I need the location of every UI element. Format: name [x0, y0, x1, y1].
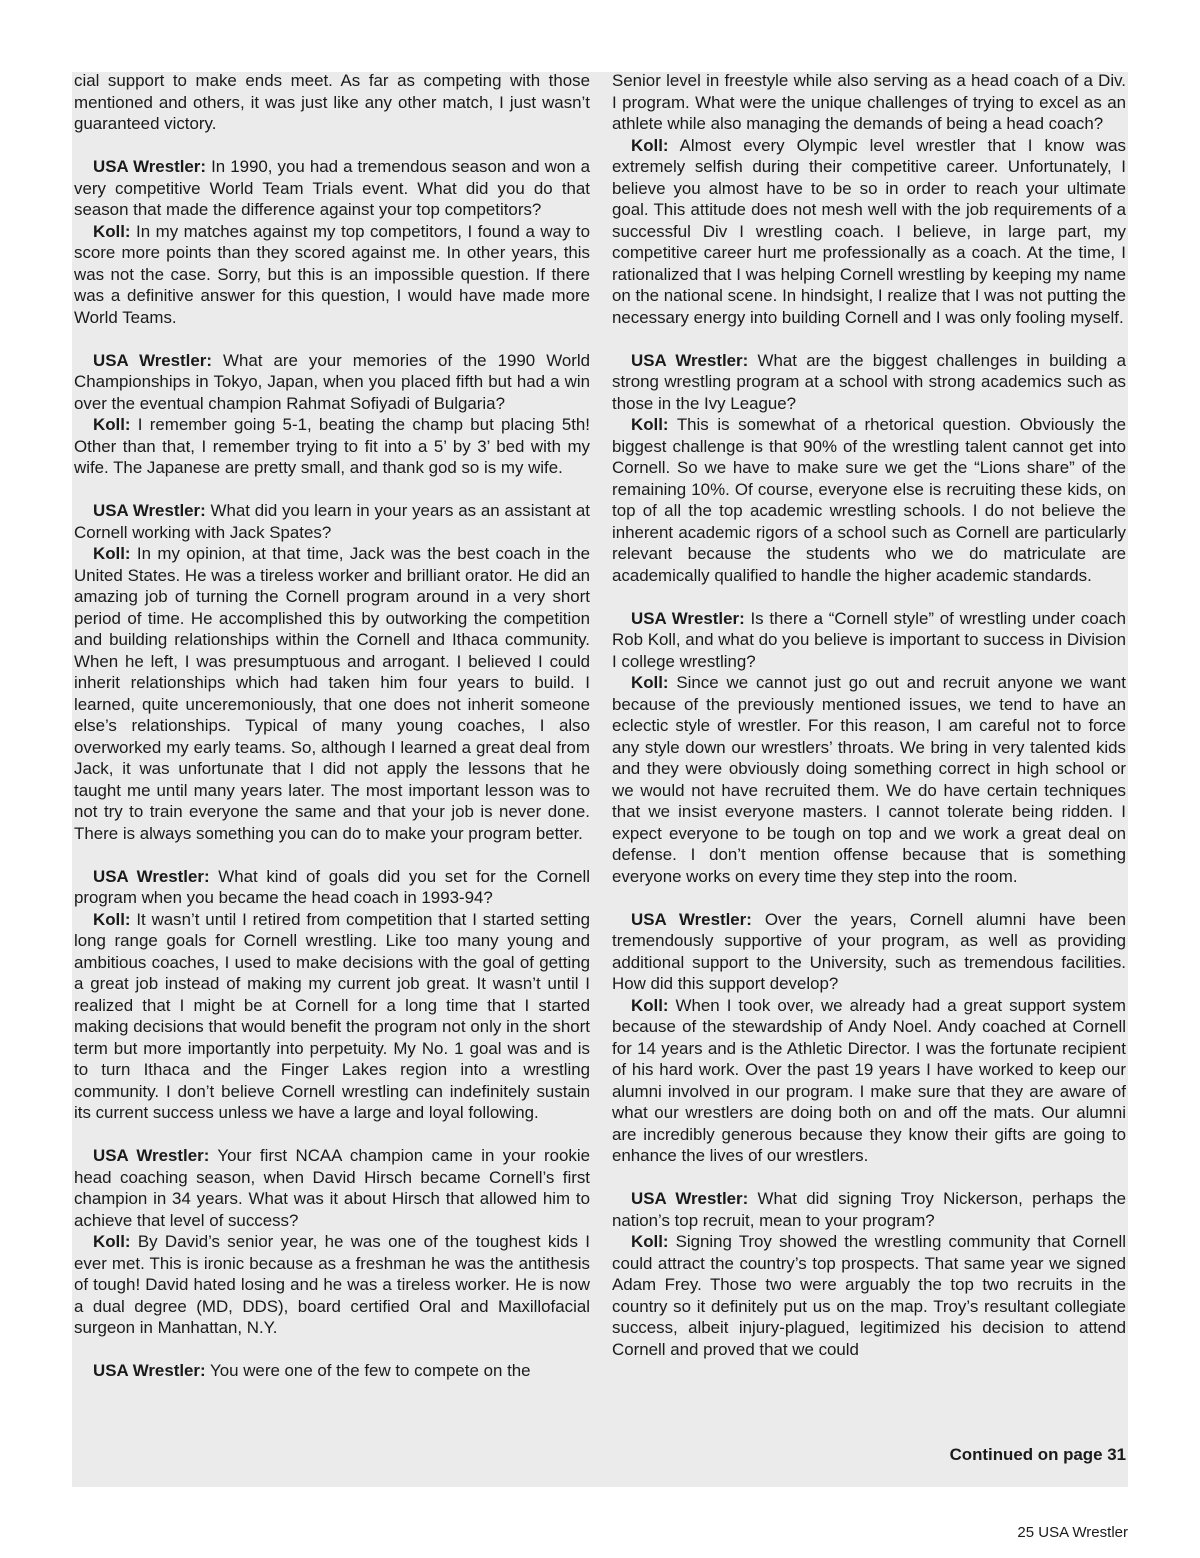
question-5: [74, 1145, 590, 1231]
interviewer-label: USA Wrestler:: [631, 350, 749, 370]
answer-3: [74, 543, 590, 844]
left-column: [74, 70, 590, 1382]
answer-7: [612, 414, 1126, 586]
interviewee-label: Koll:: [93, 221, 131, 241]
answer-text: By David’s senior year, he was one of the toughest kids I ever met. This is ironic because as a freshman he was the antithesis of tough! David hated losing and he was a tireless worker. He is now a dual degree (MD, DDS), board certified Oral and Maxillofacial surgeon in Manhattan, N.Y.: [74, 1232, 590, 1337]
answer-2: [74, 414, 590, 479]
answer-text: Almost every Olympic level wrestler that I know was extremely selfish during their competitive career. Unfortunately, I believe you almost have to be so in order to reach your ultimate goal. This attitude does not mesh well with the job requirements of a successful Div I wrestling coach. I believe, in large part, my competitive career hurt me professionally as a coach. At the time, I rationalized that I was helping Cornell wrestling by keeping my name on the national scene. In hindsight, I realize that I was not putting the necessary energy into building Cornell and I was only fooling myself.: [612, 135, 1126, 327]
question-text: What are the biggest challenges in building a strong wrestling program at a school with strong academics such as those in the Ivy League?: [612, 350, 1126, 413]
right-column: [612, 70, 1126, 1360]
question-8: [612, 608, 1126, 673]
question-6: [74, 1360, 590, 1382]
answer-text: In my matches against my top competitors, I found a way to score more points than they scored against me. In other years, this was not the case. Sorry, but this is an impossible question. If there was a definitive answer for this question, I would have made more World Teams.: [74, 221, 590, 327]
answer-6: [612, 135, 1126, 329]
answer-text: In my opinion, at that time, Jack was the best coach in the United States. He was a tireless worker and brilliant orator. He did an amazing job of turning the Cornell program around in a very short period of time. He accomplished this by outworking the competition and building relationships within the Cornell and Ithaca community. When he left, I was presumptuous and arrogant. I believed I could inherit relationships which had taken him four years to build. I learned, quite unceremoniously, that one does not inherit someone else’s relationships. Typical of many young coaches, I also overworked my early teams. So, although I learned a great deal from Jack, it was unfortunate that I did not apply the lessons that he taught me until many years later. The most important lesson was to not try to train everyone the same and that your job is never done. There is always something you can do to make your program better.: [74, 544, 590, 843]
answer-text: I remember going 5-1, beating the champ but placing 5th! Other than that, I remember trying to fit into a 5’ by 3’ bed with my wife. The Japanese are pretty small, and thank god so is my wife.: [74, 415, 590, 477]
answer-1: [74, 221, 590, 329]
interviewer-label: USA Wrestler:: [93, 1361, 206, 1380]
question-text: Your first NCAA champion came in your rookie head coaching season, when David Hirsch became Cornell’s first champion in 34 years. What was it about Hirsch that allowed him to achieve that level of success?: [74, 1146, 590, 1230]
intro-paragraph: cial support to make ends meet. As far as competing with those mentioned and others, it was just like any other match, I just wasn’t guaranteed victory.: [74, 71, 590, 133]
question-text: What did signing Troy Nickerson, perhaps the nation’s top recruit, mean to your program?: [612, 1189, 1126, 1230]
interviewee-label: Koll:: [93, 1232, 131, 1251]
question-3: [74, 500, 590, 543]
page-footer: 25 USA Wrestler: [1017, 1524, 1128, 1541]
interviewer-label: USA Wrestler:: [631, 1189, 749, 1208]
question-9: [612, 909, 1126, 995]
question-text: You were one of the few to compete on the: [205, 1361, 531, 1380]
interviewer-label: USA Wrestler:: [631, 909, 752, 929]
question-text: What did you learn in your years as an assistant at Cornell working with Jack Spates?: [74, 501, 590, 542]
answer-4: [74, 909, 590, 1124]
question-10: [612, 1188, 1126, 1231]
interviewee-label: Koll:: [93, 909, 131, 929]
question-4: [74, 866, 590, 909]
interviewee-label: Koll:: [93, 415, 131, 434]
question-7: [612, 350, 1126, 415]
interviewer-label: USA Wrestler:: [93, 866, 210, 886]
continued-on-page-note: Continued on page 31: [949, 1445, 1126, 1464]
interviewee-label: Koll:: [631, 135, 669, 155]
answer-text: Signing Troy showed the wrestling community that Cornell could attract the country’s top prospects. That same year we signed Adam Frey. Those two were arguably the top two recruits in the country so it definitely put us on the map. Troy’s resultant collegiate success, albeit injury-plagued, legitimized his decision to attend Cornell and proved that we could: [612, 1232, 1126, 1359]
interviewee-label: Koll:: [631, 415, 669, 434]
answer-text: This is somewhat of a rhetorical question. Obviously the biggest challenge is that 90% of the wrestling talent cannot get into Cornell. So we have to make sure we get the “Lions share” of the remaining 10%. Of course, everyone else is recruiting these kids, on top of all the top academic wrestling schools. I do not believe the inherent academic rigors of a school such as Cornell are particularly relevant because the students who we do matriculate are academically qualified to handle the higher academic standards.: [612, 415, 1126, 585]
question-1: [74, 156, 590, 221]
interviewer-label: USA Wrestler:: [93, 501, 206, 520]
interviewee-label: Koll:: [631, 673, 669, 692]
interviewer-label: USA Wrestler:: [93, 157, 207, 176]
interviewee-label: Koll:: [631, 995, 669, 1015]
interviewee-label: Koll:: [631, 1232, 669, 1251]
answer-8: [612, 672, 1126, 887]
answer-10: [612, 1231, 1126, 1360]
question-6-continued: Senior level in freestyle while also serving as a head coach of a Div. I program. What were the unique challenges of trying to excel as an athlete while also managing the demands of being a head coach?: [612, 71, 1126, 133]
question-text: What kind of goals did you set for the Cornell program when you became the head coach in 1993-94?: [74, 866, 590, 907]
question-text: In 1990, you had a tremendous season and won a very competitive World Team Trials event. What did you do that season that made the difference against your top competitors?: [74, 157, 591, 219]
interviewer-label: USA Wrestler:: [631, 608, 745, 628]
question-text: What are your memories of the 1990 World Championships in Tokyo, Japan, when you placed fifth but had a win over the eventual champion Rahmat Sofiyadi of Bulgaria?: [74, 350, 591, 413]
question-text: Over the years, Cornell alumni have been tremendously supportive of your program, as well as providing additional support to the University, such as tremendous facilities. How did this support develop?: [612, 909, 1126, 993]
interviewee-label: Koll:: [93, 544, 131, 563]
answer-5: [74, 1231, 590, 1339]
interviewer-label: USA Wrestler:: [93, 350, 212, 370]
answer-text: It wasn’t until I retired from competition that I started setting long range goals for Cornell wrestling. Like too many young and ambitious coaches, I used to make decisions with the goal of getting a great job instead of making my current job great. It wasn’t until I realized that I might be at Cornell for a long time that I started making decisions that would benefit the program not only in the short term but more importantly into perpetuity. My No. 1 goal was and is to turn Ithaca and the Finger Lakes region into a wrestling community. I don’t believe Cornell wrestling can indefinitely sustain its current success unless we have a large and loyal following.: [74, 909, 590, 1122]
answer-text: When I took over, we already had a great support system because of the stewardship of Andy Noel. Andy coached at Cornell for 14 years and is the Athletic Director. I was the fortunate recipient of his hard work. Over the past 19 years I have worked to keep our alumni involved in our program. I make sure that they are aware of what our wrestlers are doing both on and off the mats. Our alumni are incredibly generous because they know their gifts are going to enhance the lives of our wrestlers.: [612, 995, 1126, 1165]
question-2: [74, 350, 590, 415]
answer-9: [612, 995, 1126, 1167]
answer-text: Since we cannot just go out and recruit anyone we want because of the previously mentioned issues, we tend to have an eclectic style of wrestler. For this reason, I am careful not to force any style down our wrestlers’ throats. We bring in very talented kids and they were obviously doing something correct in high school or we would not have recruited them. We do have certain techniques that we insist everyone masters. I cannot tolerate being ridden. I expect everyone to be tough on top and we work a great deal on defense. I don’t mention offense because that is something everyone works on every time they step into the room.: [612, 673, 1126, 886]
interviewer-label: USA Wrestler:: [93, 1146, 210, 1165]
question-text: Is there a “Cornell style” of wrestling under coach Rob Koll, and what do you believe is important to success in Division I college wrestling?: [612, 608, 1126, 671]
